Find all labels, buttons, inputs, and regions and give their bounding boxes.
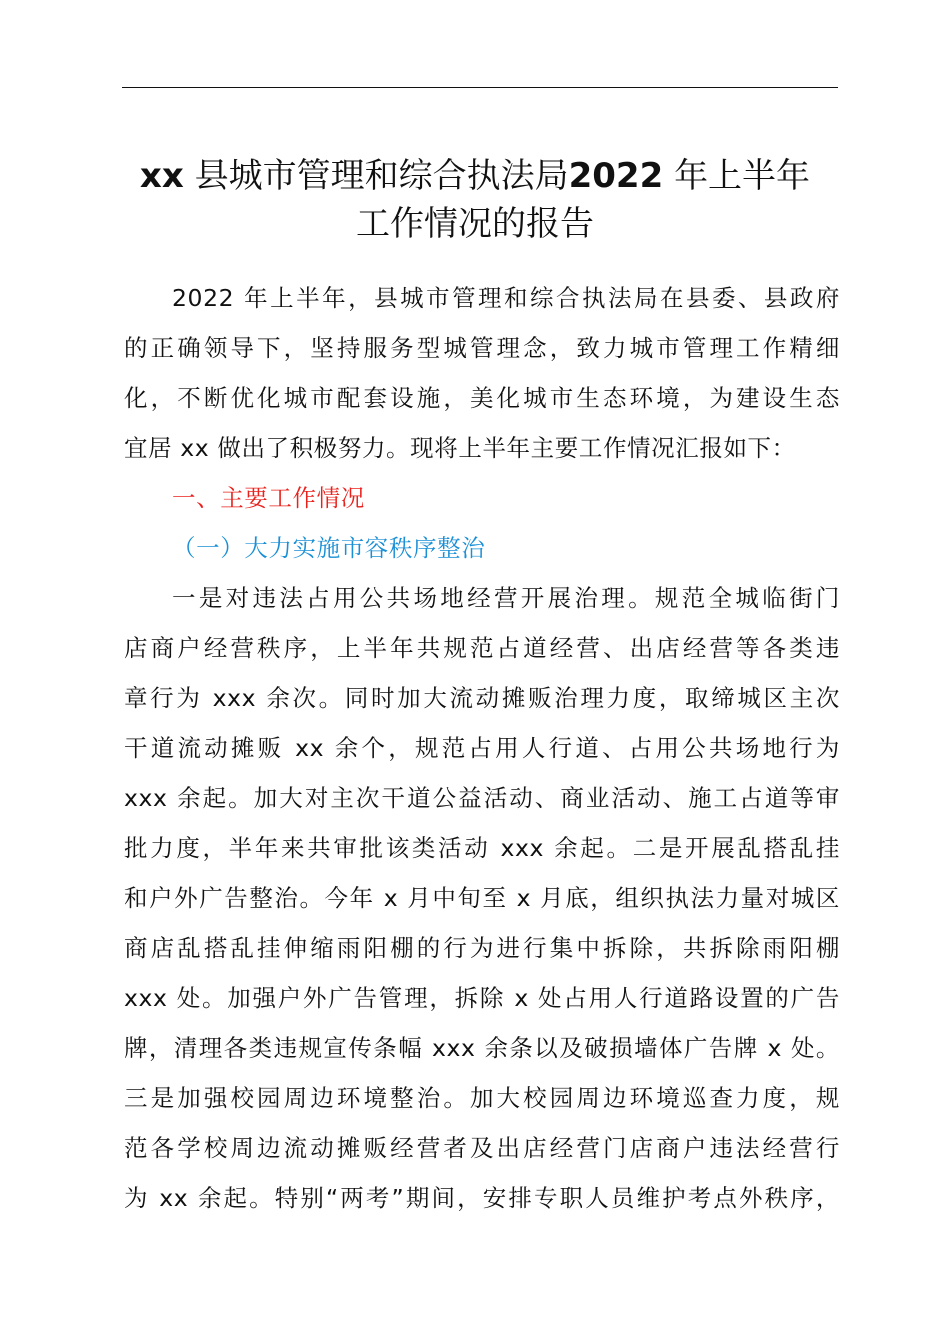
paragraph-line: 范各学校周边流动摊贩经营者及出店经营门店商户违法经营行 [124, 1134, 840, 1162]
paragraph-line: xxx 处。加强户外广告管理，拆除 x 处占用人行道路设置的广告 [124, 984, 840, 1012]
title-suffix: 年上半年 [674, 156, 811, 196]
paragraph-line: 批力度，半年来共审批该类活动 xxx 余起。二是开展乱搭乱挂 [124, 834, 840, 862]
paragraph-line: 牌，清理各类违规宣传条幅 xxx 余条以及破损墙体广告牌 x 处。 [124, 1034, 840, 1062]
paragraph-line: 和户外广告整治。今年 x 月中旬至 x 月底，组织执法力量对城区 [124, 884, 840, 912]
paragraph-line: 章行为 xxx 余次。同时加大流动摊贩治理力度，取缔城区主次 [124, 684, 840, 712]
paragraph-line: 三是加强校园周边环境整治。加大校园周边环境巡查力度，规 [124, 1084, 840, 1112]
paragraph-line: 为 xx 余起。特别“两考”期间，安排专职人员维护考点外秩序， [124, 1184, 840, 1212]
paragraph-line: 的正确领导下，坚持服务型城管理念，致力城市管理工作精细 [124, 334, 840, 362]
paragraph-line: 干道流动摊贩 xx 余个，规范占用人行道、占用公共场地行为 [124, 734, 840, 762]
title-mid: 县城市管理和综合执法局 [194, 156, 569, 196]
paragraph-line: 2022 年上半年，县城市管理和综合执法局在县委、县政府 [172, 284, 840, 312]
paragraph-line: 店商户经营秩序，上半年共规范占道经营、出店经营等各类违 [124, 634, 840, 662]
document-title-line-1 [100, 150, 850, 202]
paragraph-line: 化，不断优化城市配套设施，美化城市生态环境，为建设生态 [124, 384, 840, 412]
paragraph-line: xxx 余起。加大对主次干道公益活动、商业活动、施工占道等审 [124, 784, 840, 812]
title-year: 2022 [568, 156, 664, 196]
title-prefix: xx [139, 156, 184, 196]
paragraph-line: 一是对违法占用公共场地经营开展治理。规范全城临街门 [172, 584, 840, 612]
paragraph-line: 宜居 xx 做出了积极努力。现将上半年主要工作情况汇报如下： [124, 434, 796, 462]
document-title-line-2: 工作情况的报告 [356, 204, 594, 244]
paragraph-line: 商店乱搭乱挂伸缩雨阳棚的行为进行集中拆除，共拆除雨阳棚 [124, 934, 840, 962]
header-rule [122, 87, 838, 88]
section-heading: 一、主要工作情况 [172, 484, 365, 512]
subsection-heading: （一）大力实施市容秩序整治 [172, 534, 486, 562]
